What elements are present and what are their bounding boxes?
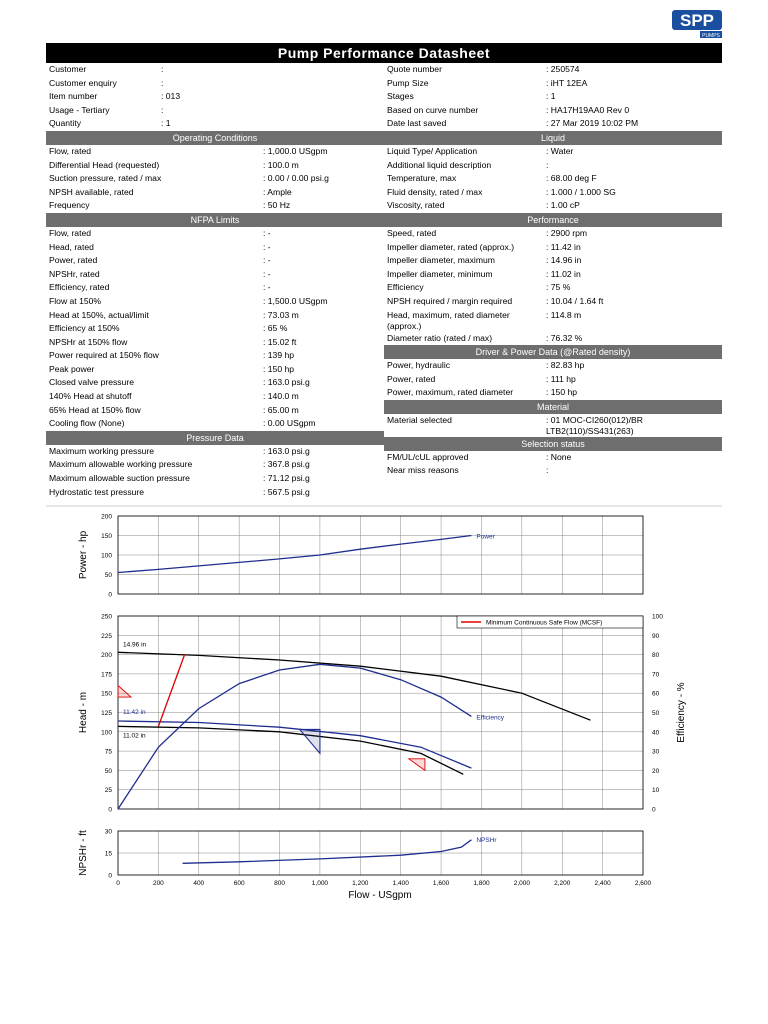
field-row: [46, 77, 384, 91]
field-value: : -: [263, 255, 271, 266]
field-row: [46, 63, 384, 77]
field-label: NPSH available, rated: [49, 186, 134, 197]
field-value: : iHT 12EA: [546, 77, 588, 88]
field-row: [384, 159, 722, 173]
y-tick-label: 50: [104, 572, 112, 579]
series-line: [118, 652, 591, 720]
field-label: NPSHr, rated: [49, 268, 100, 279]
field-row: [46, 172, 384, 186]
field-value: : 73.03 m: [263, 309, 299, 320]
field-label: Peak power: [49, 363, 95, 374]
field-row: [46, 486, 384, 500]
field-row: [384, 63, 722, 77]
x-axis-label: Flow - USgpm: [348, 890, 412, 900]
x-tick-label: 600: [233, 880, 245, 887]
field-row: [46, 104, 384, 118]
field-row: [384, 227, 722, 241]
field-label: Material selected: [387, 414, 452, 425]
field-label: Item number: [49, 91, 98, 102]
field-label: Efficiency at 150%: [49, 323, 120, 334]
field-label: Cooling flow (None): [49, 418, 125, 429]
y-tick-label: 200: [101, 513, 112, 521]
field-value: : 65 %: [263, 323, 288, 334]
page-title: Pump Performance Datasheet: [46, 43, 722, 63]
y-tick-label: 175: [101, 671, 112, 679]
field-label: 140% Head at shutoff: [49, 391, 132, 402]
field-value: : -: [263, 268, 271, 279]
section-header: Material: [384, 400, 722, 414]
field-label: Impeller diameter, rated (approx.): [387, 241, 515, 252]
field-value: : 10.04 / 1.64 ft: [546, 295, 604, 306]
field-row: [46, 186, 384, 200]
field-row: [46, 458, 384, 472]
field-label: Diameter ratio (rated / max): [387, 332, 493, 343]
performance-curves-svg: [0, 500, 768, 900]
field-label: Customer: [49, 64, 87, 74]
y2-tick-label: 0: [652, 806, 656, 814]
impeller-diameter-label: 11.42 in: [123, 708, 146, 716]
logo-subtext: PUMPS: [702, 33, 720, 38]
field-value: :: [546, 465, 549, 476]
spp-logo: [672, 10, 722, 38]
y-tick-label: 100: [101, 729, 112, 737]
shutoff-marker: [118, 685, 131, 697]
field-label: Impeller diameter, minimum: [387, 268, 493, 279]
y-tick-label: 100: [101, 552, 112, 560]
y-axis-label: Power - hp: [78, 530, 89, 580]
y-axis-label: Head - m: [78, 691, 89, 734]
field-label: Quote number: [387, 64, 442, 74]
y2-tick-label: 10: [652, 787, 660, 795]
field-label: Differential Head (requested): [49, 159, 160, 170]
y-tick-label: 25: [104, 787, 112, 795]
section-header: Driver & Power Data (@Rated density): [384, 345, 722, 359]
y2-tick-label: 80: [652, 652, 660, 660]
field-label: Based on curve number: [387, 104, 479, 115]
field-label: Flow, rated: [49, 227, 92, 238]
field-label: Power, maximum, rated diameter: [387, 387, 514, 398]
field-value: : -: [263, 227, 271, 238]
field-label: Head, maximum, rated diameter (approx.): [387, 309, 510, 331]
x-tick-label: 200: [152, 880, 164, 887]
field-value: : 013: [161, 91, 181, 102]
field-value: : 1,500.0 USgpm: [263, 295, 328, 306]
field-value: :: [546, 159, 549, 170]
section-header: Performance: [384, 213, 722, 227]
field-row: [384, 117, 722, 131]
y2-tick-label: 50: [652, 710, 660, 717]
field-row: [46, 145, 384, 159]
field-row: [46, 417, 384, 431]
field-value: : 139 hp: [263, 350, 295, 361]
x-tick-label: 400: [193, 880, 205, 887]
y2-tick-label: 70: [652, 671, 660, 679]
field-row: [384, 199, 722, 213]
field-row: [46, 376, 384, 390]
field-row: [46, 117, 384, 131]
y-tick-label: 30: [104, 828, 112, 836]
field-value: : HA17H19AA0 Rev 0: [546, 104, 630, 115]
field-label: Impeller diameter, maximum: [387, 255, 495, 266]
field-row: [46, 227, 384, 241]
field-row: [384, 451, 722, 465]
section-header: Operating Conditions: [46, 131, 384, 145]
field-label: Head at 150%, actual/limit: [49, 309, 149, 320]
x-tick-label: 1,800: [473, 880, 490, 887]
y-axis-label: NPSHr - ft: [78, 830, 89, 876]
section-header: Pressure Data: [46, 431, 384, 445]
field-label: Flow, rated: [49, 145, 92, 156]
field-label: Date last saved: [387, 118, 447, 129]
field-label: Power, hydraulic: [387, 360, 451, 371]
x-tick-label: 2,200: [554, 880, 571, 887]
field-row: [384, 268, 722, 282]
field-row: [46, 363, 384, 377]
field-value: : 27 Mar 2019 10:02 PM: [546, 118, 639, 129]
field-label: Power required at 150% flow: [49, 350, 159, 361]
x-tick-label: 2,000: [513, 880, 530, 887]
field-label: Near miss reasons: [387, 465, 459, 476]
field-label: Closed valve pressure: [49, 377, 135, 388]
field-label: Liquid Type/ Application: [387, 145, 478, 156]
field-value: : Water: [546, 145, 574, 156]
field-value: : 163.0 psi.g: [263, 377, 310, 388]
performance-charts: [0, 500, 768, 900]
field-row: [46, 295, 384, 309]
y2-tick-label: 40: [652, 729, 660, 737]
field-value: : -: [263, 241, 271, 252]
field-label: Customer enquiry: [49, 77, 117, 88]
field-row: [46, 281, 384, 295]
field-value: : 1: [546, 91, 556, 102]
field-row: [384, 414, 722, 437]
x-tick-label: 1,600: [432, 880, 450, 887]
field-row: [384, 332, 722, 346]
impeller-diameter-label: 14.96 in: [123, 641, 147, 649]
field-value: : 14.96 in: [546, 255, 582, 266]
series-line: [183, 840, 472, 864]
field-value: : 76.32 %: [546, 332, 583, 343]
field-label: NPSHr at 150% flow: [49, 336, 128, 347]
y2-tick-label: 90: [652, 632, 660, 640]
field-value: : 114.8 m: [546, 309, 582, 320]
field-value: : 150 hp: [263, 363, 295, 374]
series-label: NPSHr: [476, 836, 497, 844]
field-label: Stages: [387, 91, 414, 102]
field-label: FM/UL/cUL approved: [387, 451, 469, 462]
y-tick-label: 15: [104, 850, 112, 858]
field-value: :: [161, 64, 164, 74]
field-row: [46, 254, 384, 268]
y-tick-label: 150: [101, 690, 112, 698]
y-tick-label: 250: [101, 613, 112, 621]
y-tick-label: 150: [101, 533, 112, 540]
field-value: : 163.0 psi.g: [263, 445, 310, 456]
y-tick-label: 0: [108, 806, 112, 814]
field-value: : 11.02 in: [546, 268, 581, 279]
field-row: [384, 90, 722, 104]
y-tick-label: 0: [108, 872, 112, 880]
x-tick-label: 800: [274, 880, 285, 887]
field-value: : 150 hp: [546, 387, 578, 398]
x-tick-label: 1,200: [352, 880, 369, 887]
field-row: [46, 404, 384, 418]
field-row: [46, 90, 384, 104]
field-row: [46, 390, 384, 404]
field-row: [384, 145, 722, 159]
field-label: 65% Head at 150% flow: [49, 404, 141, 415]
field-label: Usage - Tertiary: [49, 104, 110, 115]
field-label: Maximum allowable suction pressure: [49, 473, 190, 484]
field-value: : 2900 rpm: [546, 227, 588, 238]
field-label: Power, rated: [49, 255, 98, 266]
impeller-diameter-label: 11.02 in: [123, 732, 146, 740]
section-header: NFPA Limits: [46, 213, 384, 227]
field-value: : 11.42 in: [546, 241, 581, 252]
field-row: [46, 309, 384, 323]
y-tick-label: 225: [101, 632, 112, 640]
field-row: [46, 445, 384, 459]
field-row: [384, 386, 722, 400]
field-row: [46, 349, 384, 363]
field-label: Maximum working pressure: [49, 445, 155, 456]
field-value: : 15.02 ft: [263, 336, 297, 347]
field-row: [46, 268, 384, 282]
y2-axis-label: Efficiency - %: [676, 682, 687, 743]
field-value: : 65.00 m: [263, 404, 299, 415]
field-label: Temperature, max: [387, 173, 457, 184]
series-line: [158, 655, 184, 727]
field-value: : 111 hp: [546, 373, 576, 384]
x-tick-label: 1,400: [392, 880, 409, 887]
field-label: Viscosity, rated: [387, 200, 445, 211]
field-value: :: [161, 104, 164, 115]
y-tick-label: 0: [108, 591, 112, 599]
field-label: Maximum allowable working pressure: [49, 459, 193, 470]
field-row: [384, 359, 722, 373]
field-row: [384, 373, 722, 387]
field-value: : 68.00 deg F: [546, 173, 597, 184]
left-column: [46, 63, 384, 499]
field-value: : 100.0 m: [263, 159, 299, 170]
field-row: [384, 77, 722, 91]
field-value: : None: [546, 451, 572, 462]
field-row: [46, 199, 384, 213]
field-row: [46, 336, 384, 350]
y-tick-label: 50: [104, 767, 112, 775]
series-line: [118, 664, 471, 809]
field-value: : 75 %: [546, 282, 571, 293]
y2-tick-label: 30: [652, 748, 660, 756]
right-column: [384, 63, 722, 478]
y-tick-label: 125: [101, 710, 112, 717]
y2-tick-label: 100: [652, 613, 663, 621]
field-value: : 567.5 psi.g: [263, 486, 310, 497]
field-value: : 82.83 hp: [546, 360, 585, 371]
field-value: : 250574: [546, 64, 580, 74]
field-value: : 71.12 psi.g: [263, 473, 310, 484]
field-label: Efficiency: [387, 282, 424, 293]
field-row: [46, 472, 384, 486]
x-tick-label: 1,000: [311, 880, 329, 887]
field-value: : 140.0 m: [263, 391, 299, 402]
field-row: [384, 172, 722, 186]
nfpa-150-marker: [409, 759, 425, 771]
field-row: [46, 159, 384, 173]
duty-point-marker: [300, 729, 320, 753]
field-label: Fluid density, rated / max: [387, 186, 483, 197]
field-value: : 0.00 USgpm: [263, 418, 316, 429]
field-value: : Ample: [263, 186, 292, 197]
series-label: Efficiency: [476, 714, 505, 722]
field-label: Hydrostatic test pressure: [49, 486, 145, 497]
field-row: [384, 104, 722, 118]
y2-tick-label: 20: [652, 767, 660, 775]
field-value: :: [161, 77, 164, 88]
field-label: Efficiency, rated: [49, 282, 110, 293]
field-row: [384, 281, 722, 295]
x-tick-label: 2,600: [634, 880, 652, 887]
field-row: [384, 464, 722, 478]
field-value: : 0.00 / 0.00 psi.g: [263, 173, 329, 184]
field-row: [384, 241, 722, 255]
field-row: [384, 309, 722, 332]
field-value: : 1,000.0 USgpm: [263, 145, 328, 156]
field-label: Head, rated: [49, 241, 94, 252]
x-tick-label: 2,400: [594, 880, 611, 887]
field-value: : 367.8 psi.g: [263, 459, 310, 470]
logo-text: SPP: [679, 11, 715, 30]
y-tick-label: 75: [104, 748, 112, 756]
y-tick-label: 200: [101, 652, 112, 660]
series-line: [118, 536, 471, 573]
field-label: NPSH required / margin required: [387, 295, 513, 306]
field-label: Power, rated: [387, 373, 436, 384]
series-line: [118, 726, 463, 774]
field-value: : -: [263, 282, 271, 293]
field-value: : 50 Hz: [263, 200, 291, 211]
x-tick-label: 0: [116, 880, 120, 887]
spp-logo-mark: [672, 10, 722, 38]
field-value: : 1.000 / 1.000 SG: [546, 186, 616, 197]
field-value: : 1: [161, 118, 171, 129]
field-row: [46, 241, 384, 255]
field-label: Speed, rated: [387, 227, 437, 238]
field-label: Pump Size: [387, 77, 429, 88]
field-label: Flow at 150%: [49, 295, 102, 306]
field-label: Suction pressure, rated / max: [49, 173, 162, 184]
field-label: Additional liquid description: [387, 159, 492, 170]
series-label: Power: [476, 533, 495, 541]
field-row: [384, 254, 722, 268]
field-value: : 01 MOC-CI260(012)/BR LTB2(110)/SS431(263): [546, 414, 643, 436]
y2-tick-label: 60: [652, 690, 660, 698]
field-label: Quantity: [49, 118, 82, 129]
field-row: [384, 186, 722, 200]
field-value: : 1.00 cP: [546, 200, 580, 211]
section-header: Liquid: [384, 131, 722, 145]
section-header: Selection status: [384, 437, 722, 451]
field-row: [384, 295, 722, 309]
legend-label: Minimum Continuous Safe Flow (MCSF): [486, 619, 603, 627]
field-label: Frequency: [49, 200, 90, 211]
field-row: [46, 322, 384, 336]
